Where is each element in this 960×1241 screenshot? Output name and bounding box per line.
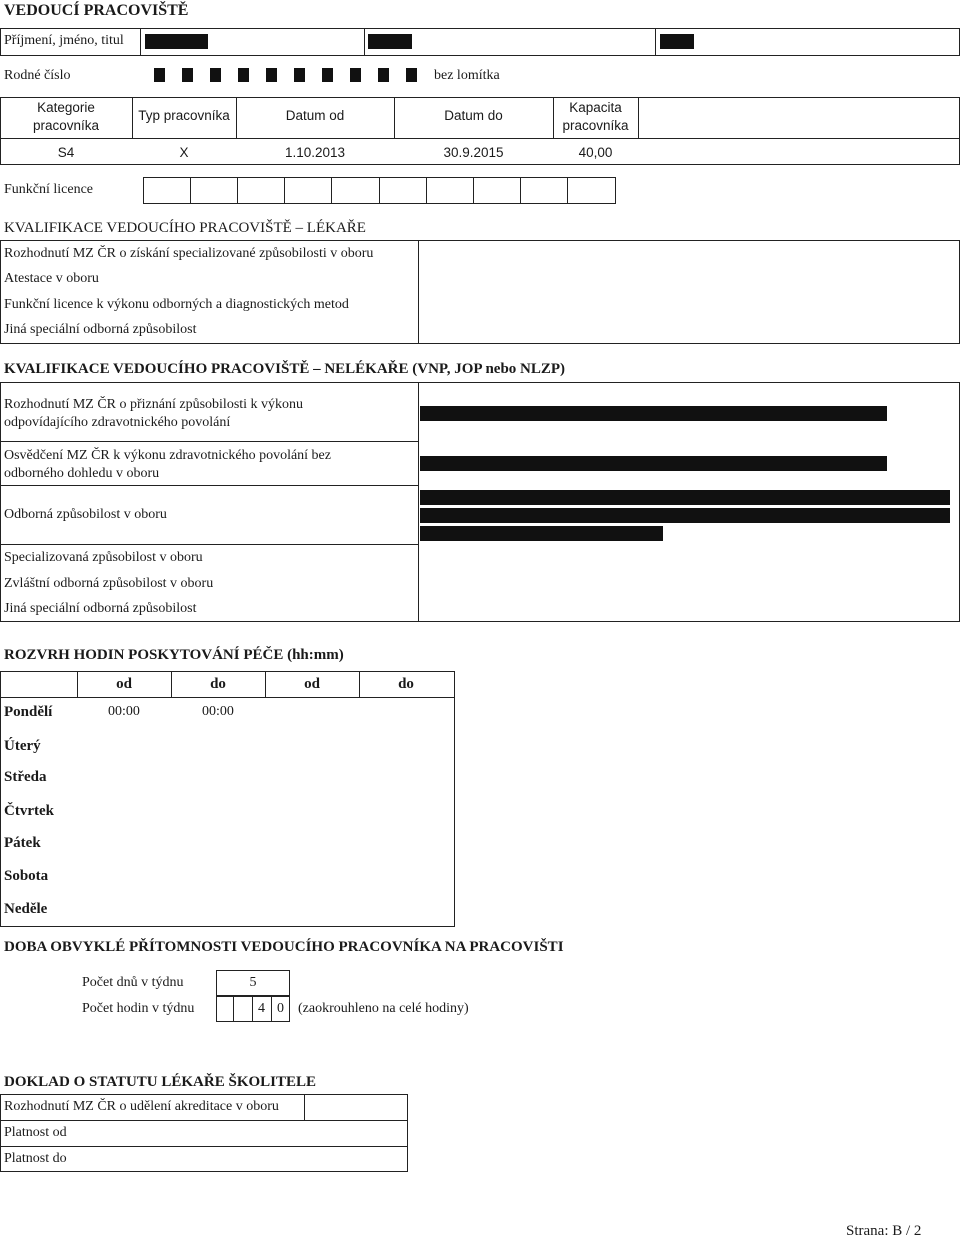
day-tuesday: Úterý <box>4 738 41 754</box>
name-row <box>0 28 960 56</box>
col-header-date-to: Datum do <box>444 108 503 123</box>
redacted-value-3a <box>420 490 950 505</box>
days-per-week-label: Počet dnů v týdnu <box>82 975 184 990</box>
doctor-row-specialization: Rozhodnutí MZ ČR o získání specializované způsobilosti v oboru <box>4 246 374 261</box>
redacted-value-3b <box>420 508 950 523</box>
nondoctor-row3: Odborná způsobilost v oboru <box>4 507 167 522</box>
col-from-1: od <box>116 676 132 692</box>
hours-digit-2: 4 <box>258 1001 265 1016</box>
doctor-row-licence: Funkční licence k výkonu odborných a diagnostických metod <box>4 297 349 312</box>
name-label: Příjmení, jméno, titul <box>4 33 124 48</box>
section-title-doctor: KVALIFIKACE VEDOUCÍHO PRACOVIŠTĚ – LÉKAŘE <box>4 220 366 236</box>
day-thursday: Čtvrtek <box>4 803 54 819</box>
section-title-vedouci: VEDOUCÍ PRACOVIŠTĚ <box>4 2 189 19</box>
nondoctor-row2-line2: odborného dohledu v oboru <box>4 466 160 481</box>
col-header-date-from: Datum od <box>285 108 345 123</box>
redacted-firstname <box>368 34 412 49</box>
section-title-trainer: DOKLAD O STATUTU LÉKAŘE ŠKOLITELE <box>4 1074 317 1090</box>
hours-per-week-label: Počet hodin v týdnu <box>82 1001 195 1016</box>
page-number: Strana: B / 2 <box>846 1223 922 1239</box>
nondoctor-row4: Specializovaná způsobilost v oboru <box>4 550 203 565</box>
col-header-type: Typ pracovníka <box>138 108 230 123</box>
redacted-value-2 <box>420 456 887 471</box>
nondoctor-row1-line2: odpovídajícího zdravotnického povolání <box>4 415 231 430</box>
trainer-row-valid-to: Platnost do <box>4 1151 67 1166</box>
redacted-title <box>660 34 694 49</box>
cell-date-from: 1.10.2013 <box>284 145 346 160</box>
birth-number-note: bez lomítka <box>434 68 500 83</box>
col-to-1: do <box>210 676 226 692</box>
redacted-surname <box>145 34 208 49</box>
col-to-2: do <box>398 676 414 692</box>
day-friday: Pátek <box>4 835 41 851</box>
doctor-row-attestation: Atestace v oboru <box>4 271 99 286</box>
redacted-value-3c <box>420 526 663 541</box>
day-monday: Pondělí <box>4 704 53 720</box>
col-from-2: od <box>304 676 320 692</box>
day-wednesday: Středa <box>4 769 47 785</box>
hours-digit-3: 0 <box>277 1001 284 1016</box>
trainer-row-accreditation: Rozhodnutí MZ ČR o udělení akreditace v oboru <box>4 1099 279 1114</box>
cell-capacity: 40,00 <box>578 145 613 160</box>
functional-licence-label: Funkční licence <box>4 182 94 197</box>
col-header-capacity: Kapacita pracovníka <box>562 100 629 133</box>
hours-note: (zaokrouhleno na celé hodiny) <box>298 1001 469 1016</box>
monday-to: 00:00 <box>202 704 234 719</box>
redacted-value-1 <box>420 406 887 421</box>
cell-category: S4 <box>57 145 75 160</box>
cell-type: X <box>179 145 189 160</box>
schedule-table <box>0 671 455 927</box>
monday-from: 00:00 <box>108 704 140 719</box>
nondoctor-row6: Jiná speciální odborná způsobilost <box>4 601 197 616</box>
trainer-row-valid-from: Platnost od <box>4 1125 67 1140</box>
section-title-nondoctor: KVALIFIKACE VEDOUCÍHO PRACOVIŠTĚ – NELÉKAŘE (VNP, JOP nebo NLZP) <box>4 361 566 377</box>
cell-date-to: 30.9.2015 <box>443 145 504 160</box>
days-per-week-value: 5 <box>249 975 257 990</box>
day-saturday: Sobota <box>4 868 49 884</box>
birth-number-label: Rodné číslo <box>4 68 71 83</box>
day-sunday: Neděle <box>4 901 48 917</box>
birth-number-field[interactable] <box>146 62 426 88</box>
section-title-schedule: ROZVRH HODIN POSKYTOVÁNÍ PÉČE (hh:mm) <box>4 647 344 663</box>
doctor-row-other: Jiná speciální odborná způsobilost <box>4 322 197 337</box>
col-header-category: Kategorie pracovníka <box>32 100 100 133</box>
section-title-presence: DOBA OBVYKLÉ PŘÍTOMNOSTI VEDOUCÍHO PRACOVNÍKA NA PRACOVIŠTI <box>4 939 564 955</box>
nondoctor-row2-line1: Osvědčení MZ ČR k výkonu zdravotnického povolání bez <box>4 448 331 463</box>
nondoctor-row5: Zvláštní odborná způsobilost v oboru <box>4 576 214 591</box>
nondoctor-row1-line1: Rozhodnutí MZ ČR o přiznání způsobilosti k výkonu <box>4 397 304 412</box>
